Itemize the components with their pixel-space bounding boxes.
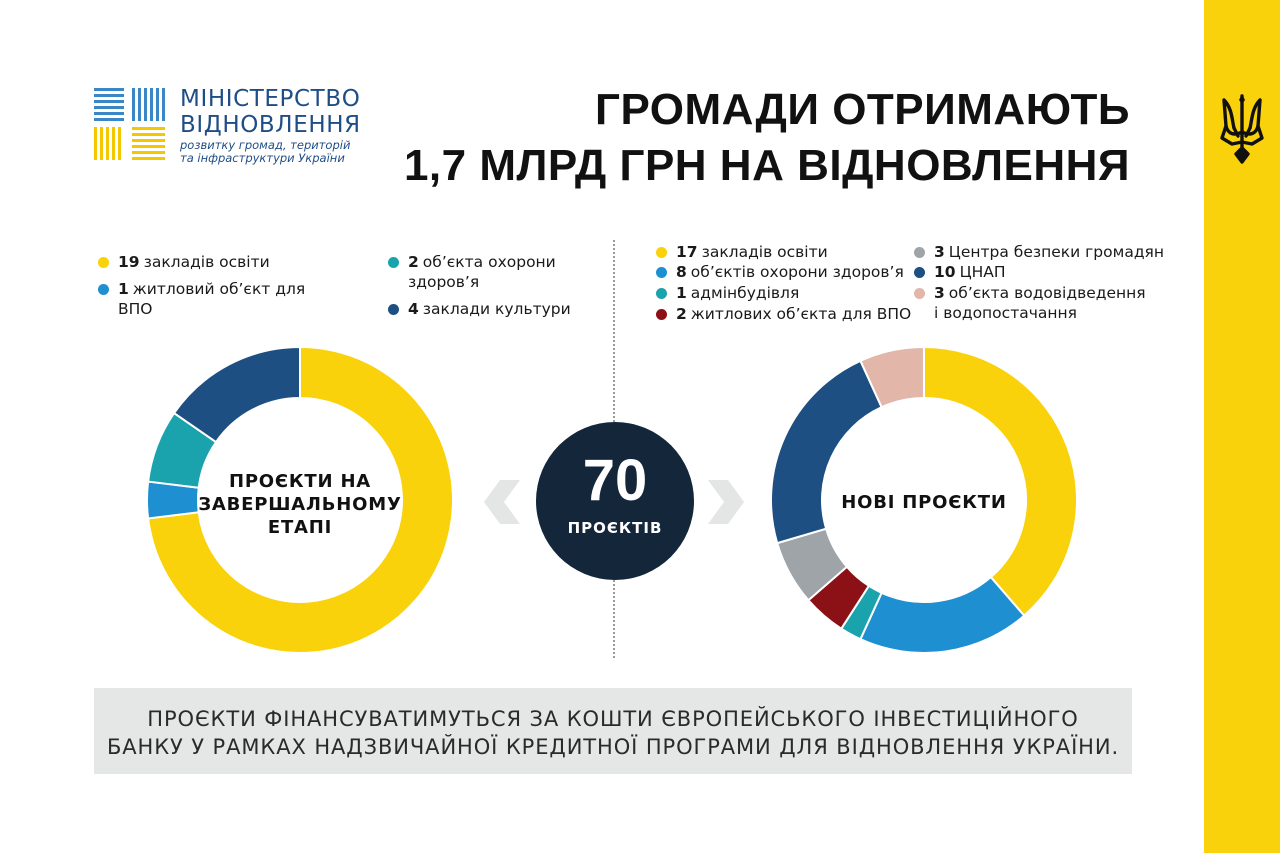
legend-value: 3: [934, 284, 945, 302]
legend-dot-icon: [656, 247, 667, 258]
legend-dot-icon: [98, 284, 109, 295]
legend-text: [934, 242, 1164, 262]
legend-label-continued: здоров’я: [408, 273, 480, 291]
page-title-line-2: 1,7 МЛРД ГРН НА ВІДНОВЛЕННЯ: [403, 141, 1130, 190]
legend-text: [676, 242, 828, 262]
trident-icon: [1218, 92, 1266, 166]
legend-value: 1: [118, 280, 129, 298]
ministry-subtitle-line-1: розвитку громад, територій: [180, 138, 351, 152]
legend-text: [676, 283, 799, 303]
new-label-line-1: НОВІ ПРОЄКТИ: [841, 492, 1007, 513]
legend-text: [934, 283, 1146, 323]
completed-projects-label: [190, 470, 410, 539]
legend-label-continued: і водопостачання: [934, 304, 1077, 322]
ministry-name: [180, 86, 361, 138]
legend-value: 2: [408, 253, 419, 271]
completed-label-line-1: ПРОЄКТИ НА: [228, 471, 372, 492]
legend-text: [118, 252, 270, 272]
total-projects-label: ПРОЄКТІВ: [567, 519, 663, 537]
donut-slice-new-0: [924, 347, 1077, 616]
chevron-left-icon: [482, 478, 522, 526]
ministry-name-line-1: МІНІСТЕРСТВО: [180, 86, 361, 112]
legend-text: [676, 304, 911, 324]
legend-dot-icon: [388, 257, 399, 268]
ministry-subtitle-line-2: та інфраструктури України: [180, 151, 345, 165]
legend-text: [408, 299, 571, 319]
legend-label: закладів освіти: [143, 253, 270, 271]
legend-label: закладів освіти: [701, 243, 828, 261]
legend-value: 4: [408, 300, 419, 318]
legend-label: об’єкта охорони: [422, 253, 556, 271]
legend-value: 8: [676, 263, 687, 281]
new-projects-label: [814, 491, 1034, 514]
funding-note-line-1: ПРОЄКТИ ФІНАНСУВАТИМУТЬСЯ ЗА КОШТИ ЄВРОПЕЙСЬКОГО ІНВЕСТИЦІЙНОГО: [147, 707, 1079, 731]
donut-slice-new-1: [860, 577, 1024, 653]
legend-text: [118, 279, 305, 319]
legend-label: ЦНАП: [959, 263, 1006, 281]
legend-label: об’єктів охорони здоров’я: [690, 263, 904, 281]
donut-slice-new-5: [771, 361, 882, 543]
legend-dot-icon: [388, 304, 399, 315]
legend-value: 17: [676, 243, 698, 261]
legend-label: житлових об’єкта для ВПО: [690, 305, 912, 323]
ministry-logo-icon: [94, 86, 166, 162]
page-title: [370, 82, 1130, 194]
legend-dot-icon: [656, 288, 667, 299]
legend-dot-icon: [914, 288, 925, 299]
legend-label: заклади культури: [422, 300, 571, 318]
legend-dot-icon: [656, 309, 667, 320]
completed-label-line-3: ЕТАПІ: [267, 517, 333, 538]
funding-note-line-2: БАНКУ У РАМКАХ НАДЗВИЧАЙНОЇ КРЕДИТНОЇ ПРОГРАМИ ДЛЯ ВІДНОВЛЕННЯ УКРАЇНИ.: [106, 735, 1120, 759]
funding-note-text: [94, 705, 1132, 761]
completed-label-line-2: ЗАВЕРШАЛЬНОМУ: [198, 494, 402, 515]
legend-dot-icon: [98, 257, 109, 268]
legend-label-continued: ВПО: [118, 300, 153, 318]
ministry-subtitle: [180, 139, 350, 165]
chevron-right-icon: [706, 478, 746, 526]
ministry-name-line-2: ВІДНОВЛЕННЯ: [180, 112, 361, 138]
legend-label: об’єкта водовідведення: [948, 284, 1146, 302]
funding-note-panel: [94, 688, 1132, 774]
page-title-line-1: ГРОМАДИ ОТРИМАЮТЬ: [595, 85, 1130, 134]
legend-dot-icon: [914, 267, 925, 278]
legend-text: [408, 252, 556, 292]
total-projects-number: 70: [582, 448, 648, 513]
legend-label: житловий об’єкт для: [132, 280, 306, 298]
legend-label: адмінбудівля: [690, 284, 800, 302]
total-projects-badge: [536, 422, 694, 580]
legend-dot-icon: [914, 247, 925, 258]
legend-value: 10: [934, 263, 956, 281]
legend-text: [934, 262, 1006, 282]
legend-value: 1: [676, 284, 687, 302]
legend-value: 19: [118, 253, 140, 271]
legend-value: 2: [676, 305, 687, 323]
legend-dot-icon: [656, 267, 667, 278]
legend-label: Центра безпеки громадян: [948, 243, 1164, 261]
legend-text: [676, 262, 904, 282]
legend-value: 3: [934, 243, 945, 261]
